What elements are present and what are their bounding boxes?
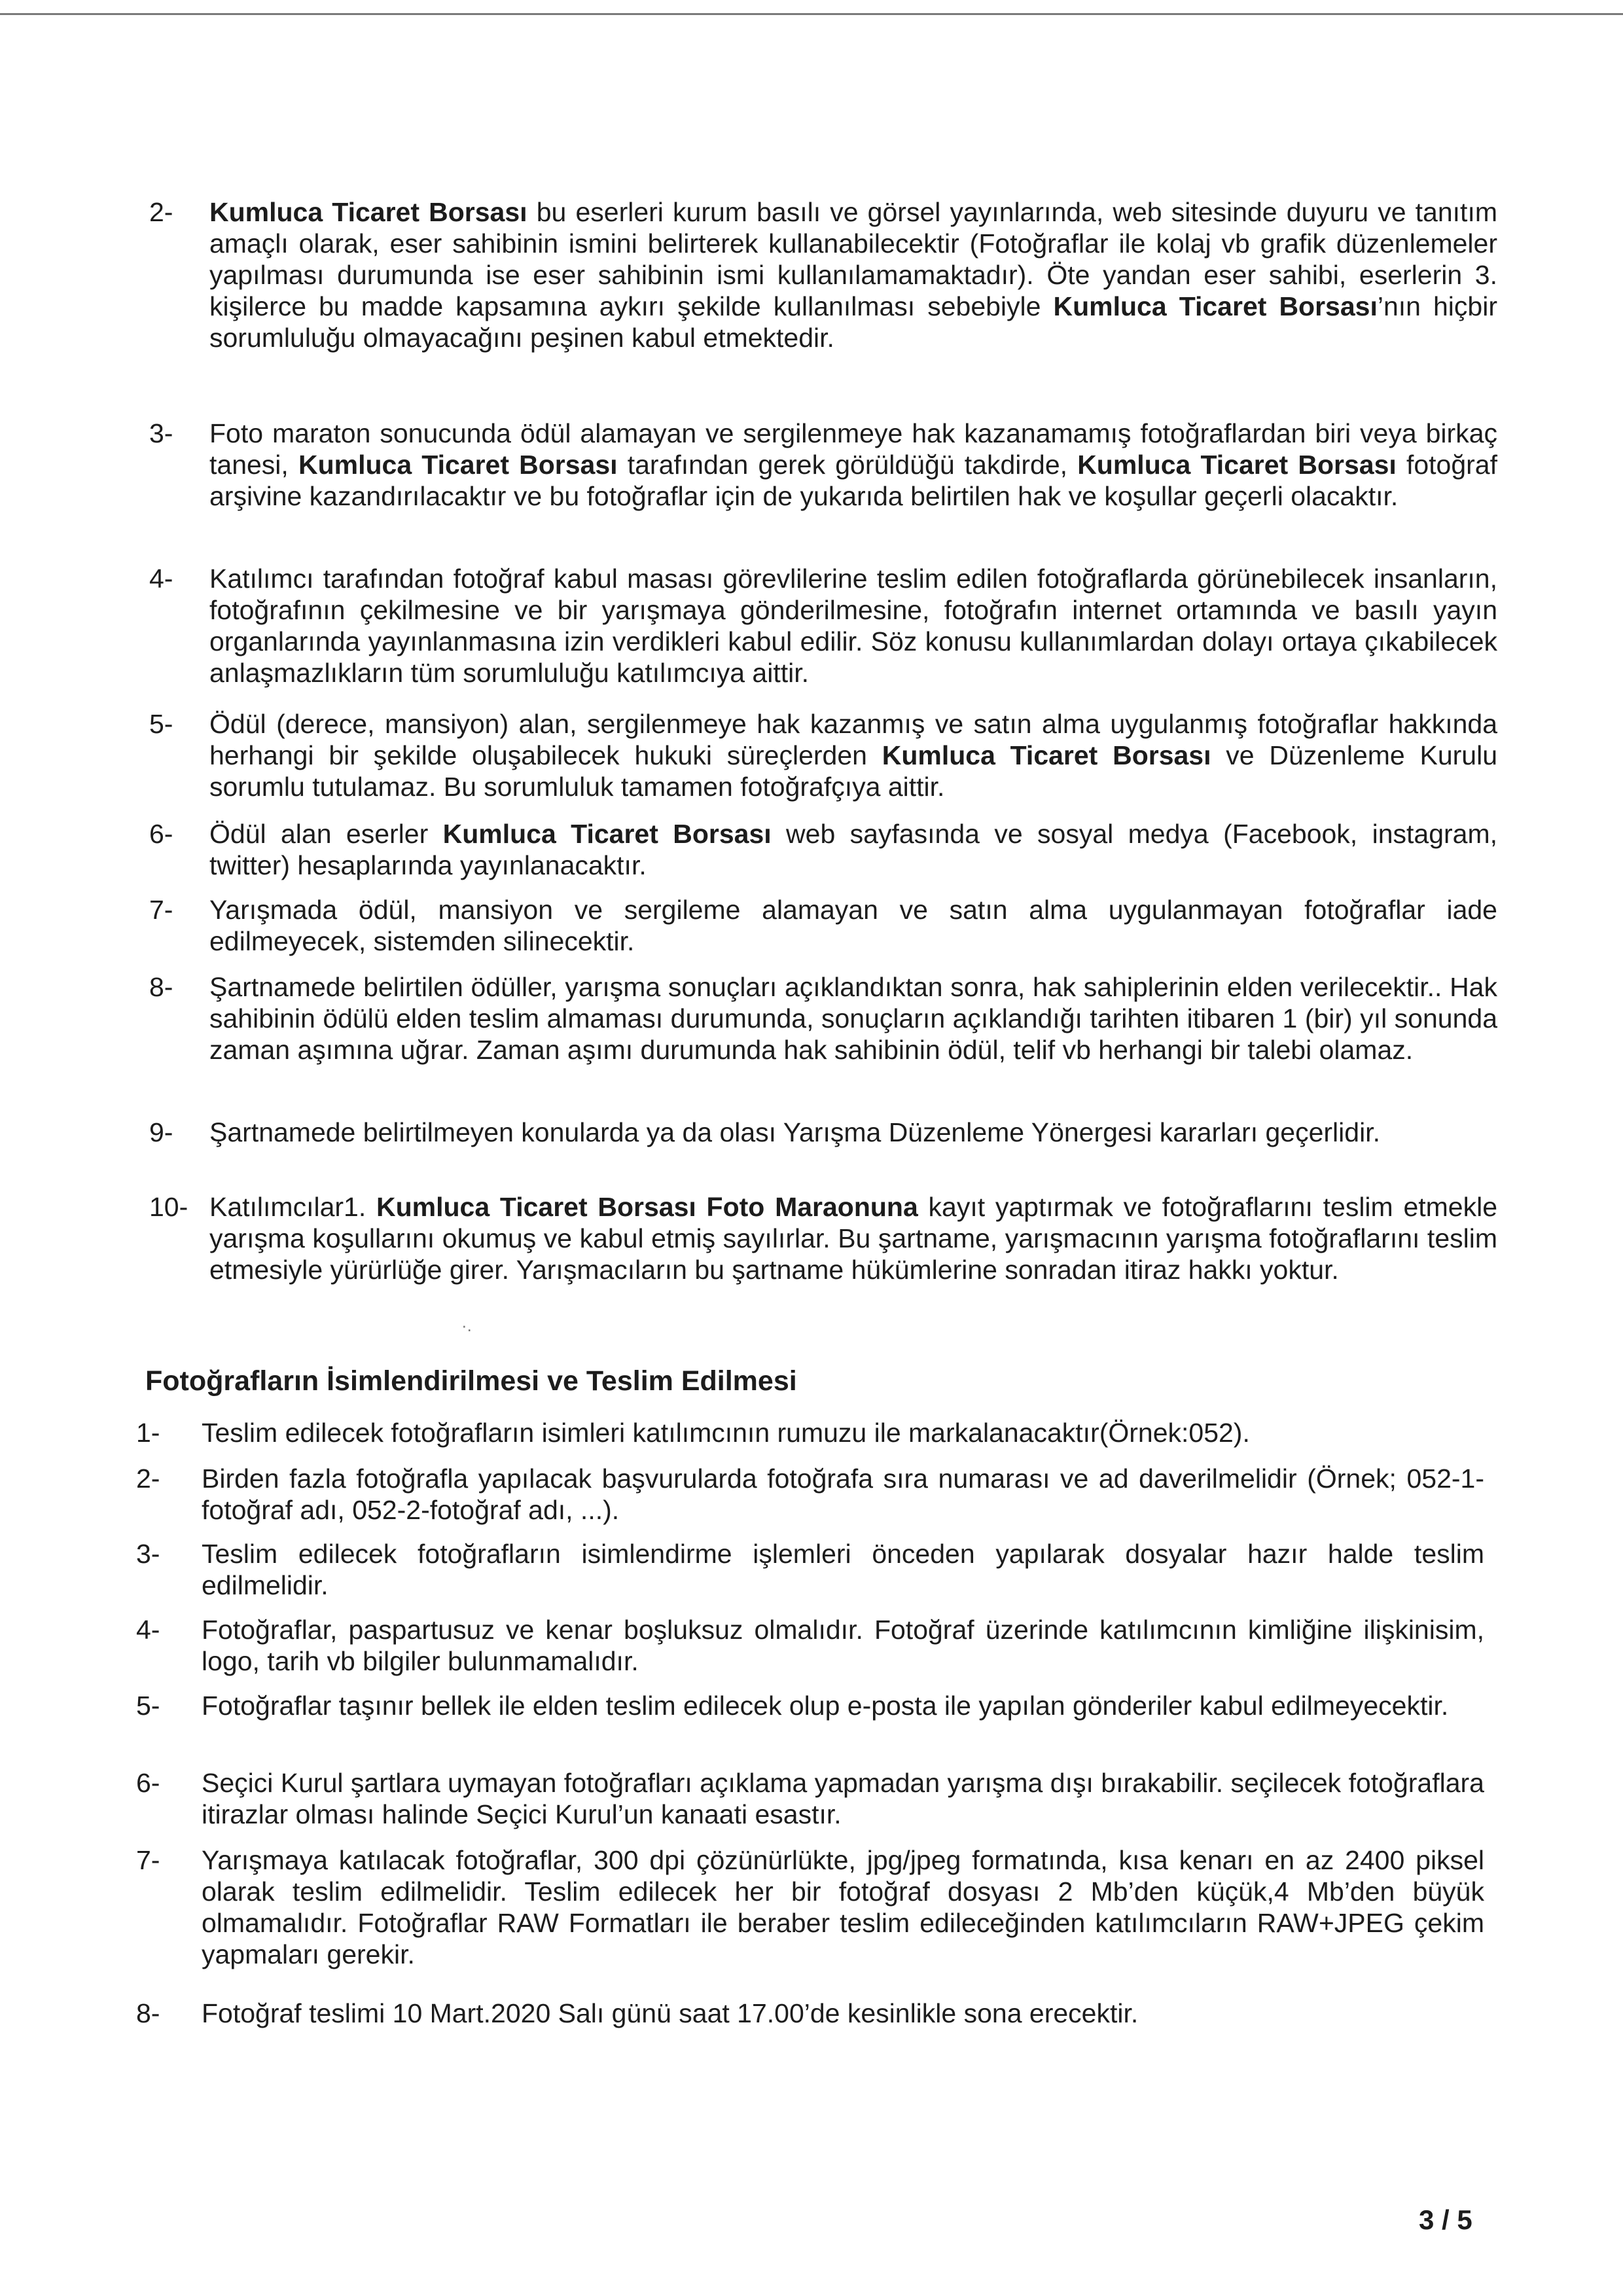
clause-text — [209, 708, 1497, 802]
rule-number: 8- — [136, 1998, 160, 2028]
text-segment: Foto maraton sonucunda ödül alamayan ve sergilenmeye hak kazanamamış fotoğraflardan biri veya birkaç tanesi, — [209, 418, 1497, 480]
text-segment: web sayfasında ve sosyal medya (Facebook, instagram, twitter) hesaplarında yayınlanacaktır. — [209, 819, 1497, 880]
text-segment: kayıt yaptırmak ve fotoğraflarını teslim etmekle yarışma koşullarını okumuş ve kabul etmiş sayılırlar. Bu şartname, yarışmacının yarışma fotoğraflarını teslim etmesiyle yürürlüğe girer. Yarışmacıların bu şartname hükümlerine sonradan itiraz hakkı yoktur. — [209, 1192, 1498, 1285]
rule-number: 1- — [136, 1418, 160, 1448]
section-title: Fotoğrafların İsimlendirilmesi ve Teslim Edilmesi — [145, 1365, 797, 1397]
page-number: 3 / 5 — [1419, 2204, 1472, 2235]
naming-rule-5 — [136, 1690, 1484, 1721]
bold-text-segment: Kumluca Ticaret Borsası — [882, 740, 1211, 770]
clause-2 — [149, 196, 1497, 353]
naming-rule-2 — [136, 1463, 1484, 1526]
clause-text — [209, 1191, 1497, 1285]
clause-number: 3- — [149, 418, 173, 448]
rule-number: 6- — [136, 1768, 160, 1798]
rule-number: 5- — [136, 1691, 160, 1721]
rule-number: 7- — [136, 1845, 160, 1875]
clause-number: 4- — [149, 564, 173, 594]
rule-text — [202, 1463, 1484, 1526]
text-segment: Teslim edilecek fotoğrafların isimlendirme işlemleri önceden yapılarak dosyalar hazır halde teslim edilmelidir. — [202, 1539, 1484, 1600]
rule-text — [202, 1998, 1484, 2029]
text-segment: bu eserleri kurum basılı ve görsel yayınlarında, web sitesinde duyuru ve tanıtım amaçlı olarak, eser sahibinin ismini belirterek kullanabilecektir (Fotoğraflar ile kolaj vb grafik düzenlemeler yapılması durumunda ise eser sahibinin ismi kullanılamamaktadır). Öte yandan eser sahibi, eserlerin 3. kişilerce bu madde kapsamına aykırı şekilde kullanılması sebebiyle — [209, 197, 1497, 321]
clause-number: 7- — [149, 895, 173, 925]
clause-text — [209, 418, 1497, 512]
clause-text — [209, 818, 1497, 881]
clause-text — [209, 196, 1497, 353]
text-segment: Yarışmada ödül, mansiyon ve sergileme alamayan ve satın alma uygulanmayan fotoğraflar iade edilmeyecek, sistemden silinecektir. — [209, 895, 1497, 956]
bold-text-segment: Kumluca Ticaret Borsası Foto Maraonuna — [376, 1192, 918, 1222]
clause-text — [209, 1117, 1497, 1148]
text-segment: Ödül (derece, mansiyon) alan, sergilenmeye hak kazanmış ve satın alma uygulanmış fotoğraflar hakkında herhangi bir şekilde oluşabilecek hukuki süreçlerden — [209, 709, 1497, 770]
bold-text-segment: Kumluca Ticaret Borsası — [1053, 291, 1378, 321]
scan-speck: ·. — [461, 1316, 472, 1335]
clause-number: 10- — [149, 1192, 188, 1222]
clause-8 — [149, 971, 1497, 1066]
text-segment: Şartnamede belirtilmeyen konularda ya da olası Yarışma Düzenleme Yönergesi kararları geçerlidir. — [209, 1117, 1380, 1147]
text-segment: Fotoğraflar taşınır bellek ile elden teslim edilecek olup e-posta ile yapılan gönderiler kabul edilmeyecektir. — [202, 1691, 1449, 1721]
rule-text — [202, 1614, 1484, 1677]
clause-10 — [149, 1191, 1497, 1285]
naming-rule-6 — [136, 1767, 1484, 1830]
text-segment: ve Düzenleme Kurulu sorumlu tutulamaz. Bu sorumluluk tamamen fotoğrafçıya aittir. — [209, 740, 1497, 802]
rule-text — [202, 1538, 1484, 1601]
clause-7 — [149, 894, 1497, 957]
clause-number: 6- — [149, 819, 173, 849]
text-segment: tarafından gerek görüldüğü takdirde, — [617, 450, 1078, 480]
text-segment: Katılımcılar1. — [209, 1192, 376, 1222]
clause-text — [209, 563, 1497, 689]
clause-text — [209, 971, 1497, 1066]
rule-text — [202, 1767, 1484, 1830]
text-segment: Katılımcı tarafından fotoğraf kabul masası görevlilerine teslim edilen fotoğraflarda görünebilecek insanların, fotoğrafının çekilmesine ve bir yarışmaya gönderilmesine, fotoğrafın internet ortamında ve basılı yayın organlarında yayınlanmasına izin verdikleri kabul edilir. Söz konusu kullanımlardan dolayı ortaya çıkabilecek anlaşmazlıkların tüm sorumluluğu katılımcıya aittir. — [209, 564, 1497, 688]
rule-number: 2- — [136, 1463, 160, 1494]
clause-number: 9- — [149, 1117, 173, 1147]
clause-9 — [149, 1117, 1497, 1148]
naming-rule-7 — [136, 1844, 1484, 1970]
clause-6 — [149, 818, 1497, 881]
text-segment: Fotoğraflar, paspartusuz ve kenar boşluksuz olmalıdır. Fotoğraf üzerinde katılımcının kimliğine ilişkinisim, logo, tarih vb bilgiler bulunmamalıdır. — [202, 1615, 1484, 1676]
clause-number: 2- — [149, 197, 173, 227]
clause-3 — [149, 418, 1497, 512]
text-segment: Şartnamede belirtilen ödüller, yarışma sonuçları açıklandıktan sonra, hak sahiplerinin elden verilecektir.. Hak sahibinin ödülü elden teslim almaması durumunda, sonuçların açıklandığı tarihten itibaren 1 (bir) yıl sonunda zaman aşımına uğrar. Zaman aşımı durumunda hak sahibinin ödül, telif vb herhangi bir talebi olamaz. — [209, 972, 1497, 1065]
bold-text-segment: Kumluca Ticaret Borsası — [209, 197, 527, 227]
clause-5 — [149, 708, 1497, 802]
text-segment: Teslim edilecek fotoğrafların isimleri katılımcının rumuzu ile markalanacaktır(Örnek:052). — [202, 1418, 1250, 1448]
text-segment: Ödül alan eserler — [209, 819, 443, 849]
naming-rule-1 — [136, 1417, 1484, 1448]
rule-text — [202, 1690, 1484, 1721]
clause-4 — [149, 563, 1497, 689]
text-segment: fotoğraf arşivine kazandırılacaktır ve bu fotoğraflar için de yukarıda belirtilen hak ve koşullar geçerli olacaktır. — [209, 450, 1497, 511]
rule-text — [202, 1417, 1484, 1448]
bold-text-segment: Kumluca Ticaret Borsası — [442, 819, 772, 849]
rule-text — [202, 1844, 1484, 1970]
text-segment: Yarışmaya katılacak fotoğraflar, 300 dpi çözünürlükte, jpg/jpeg formatında, kısa kenarı en az 2400 piksel olarak teslim edilmelidir. Teslim edilecek her bir fotoğraf dosyası 2 Mb’den küçük,4 Mb’den büyük olmamalıdır. Fotoğraflar RAW Formatları ile beraber teslim edileceğinden katılımcıların RAW+JPEG çekim yapmaları gerekir. — [202, 1845, 1484, 1969]
rule-number: 4- — [136, 1615, 160, 1645]
clause-number: 5- — [149, 709, 173, 739]
clause-number: 8- — [149, 972, 173, 1002]
bold-text-segment: Kumluca Ticaret Borsası — [298, 450, 618, 480]
text-segment: ’nın hiçbir sorumluluğu olmayacağını peşinen kabul etmektedir. — [209, 291, 1497, 353]
text-segment: Birden fazla fotoğrafla yapılacak başvurularda fotoğrafa sıra numarası ve ad daverilmelidir (Örnek; 052-1-fotoğraf adı, 052-2-fotoğraf adı, ...). — [202, 1463, 1484, 1525]
naming-rule-4 — [136, 1614, 1484, 1677]
bold-text-segment: Kumluca Ticaret Borsası — [1077, 450, 1397, 480]
text-segment: Seçici Kurul şartlara uymayan fotoğrafları açıklama yapmadan yarışma dışı bırakabilir. seçilecek fotoğraflara itirazlar olması halinde Seçici Kurul’un kanaati esastır. — [202, 1768, 1484, 1829]
naming-rule-3 — [136, 1538, 1484, 1601]
text-segment: Fotoğraf teslimi 10 Mart.2020 Salı günü saat 17.00’de kesinlikle sona erecektir. — [202, 1998, 1139, 2028]
rule-number: 3- — [136, 1539, 160, 1569]
naming-rule-8 — [136, 1998, 1484, 2029]
clause-text — [209, 894, 1497, 957]
